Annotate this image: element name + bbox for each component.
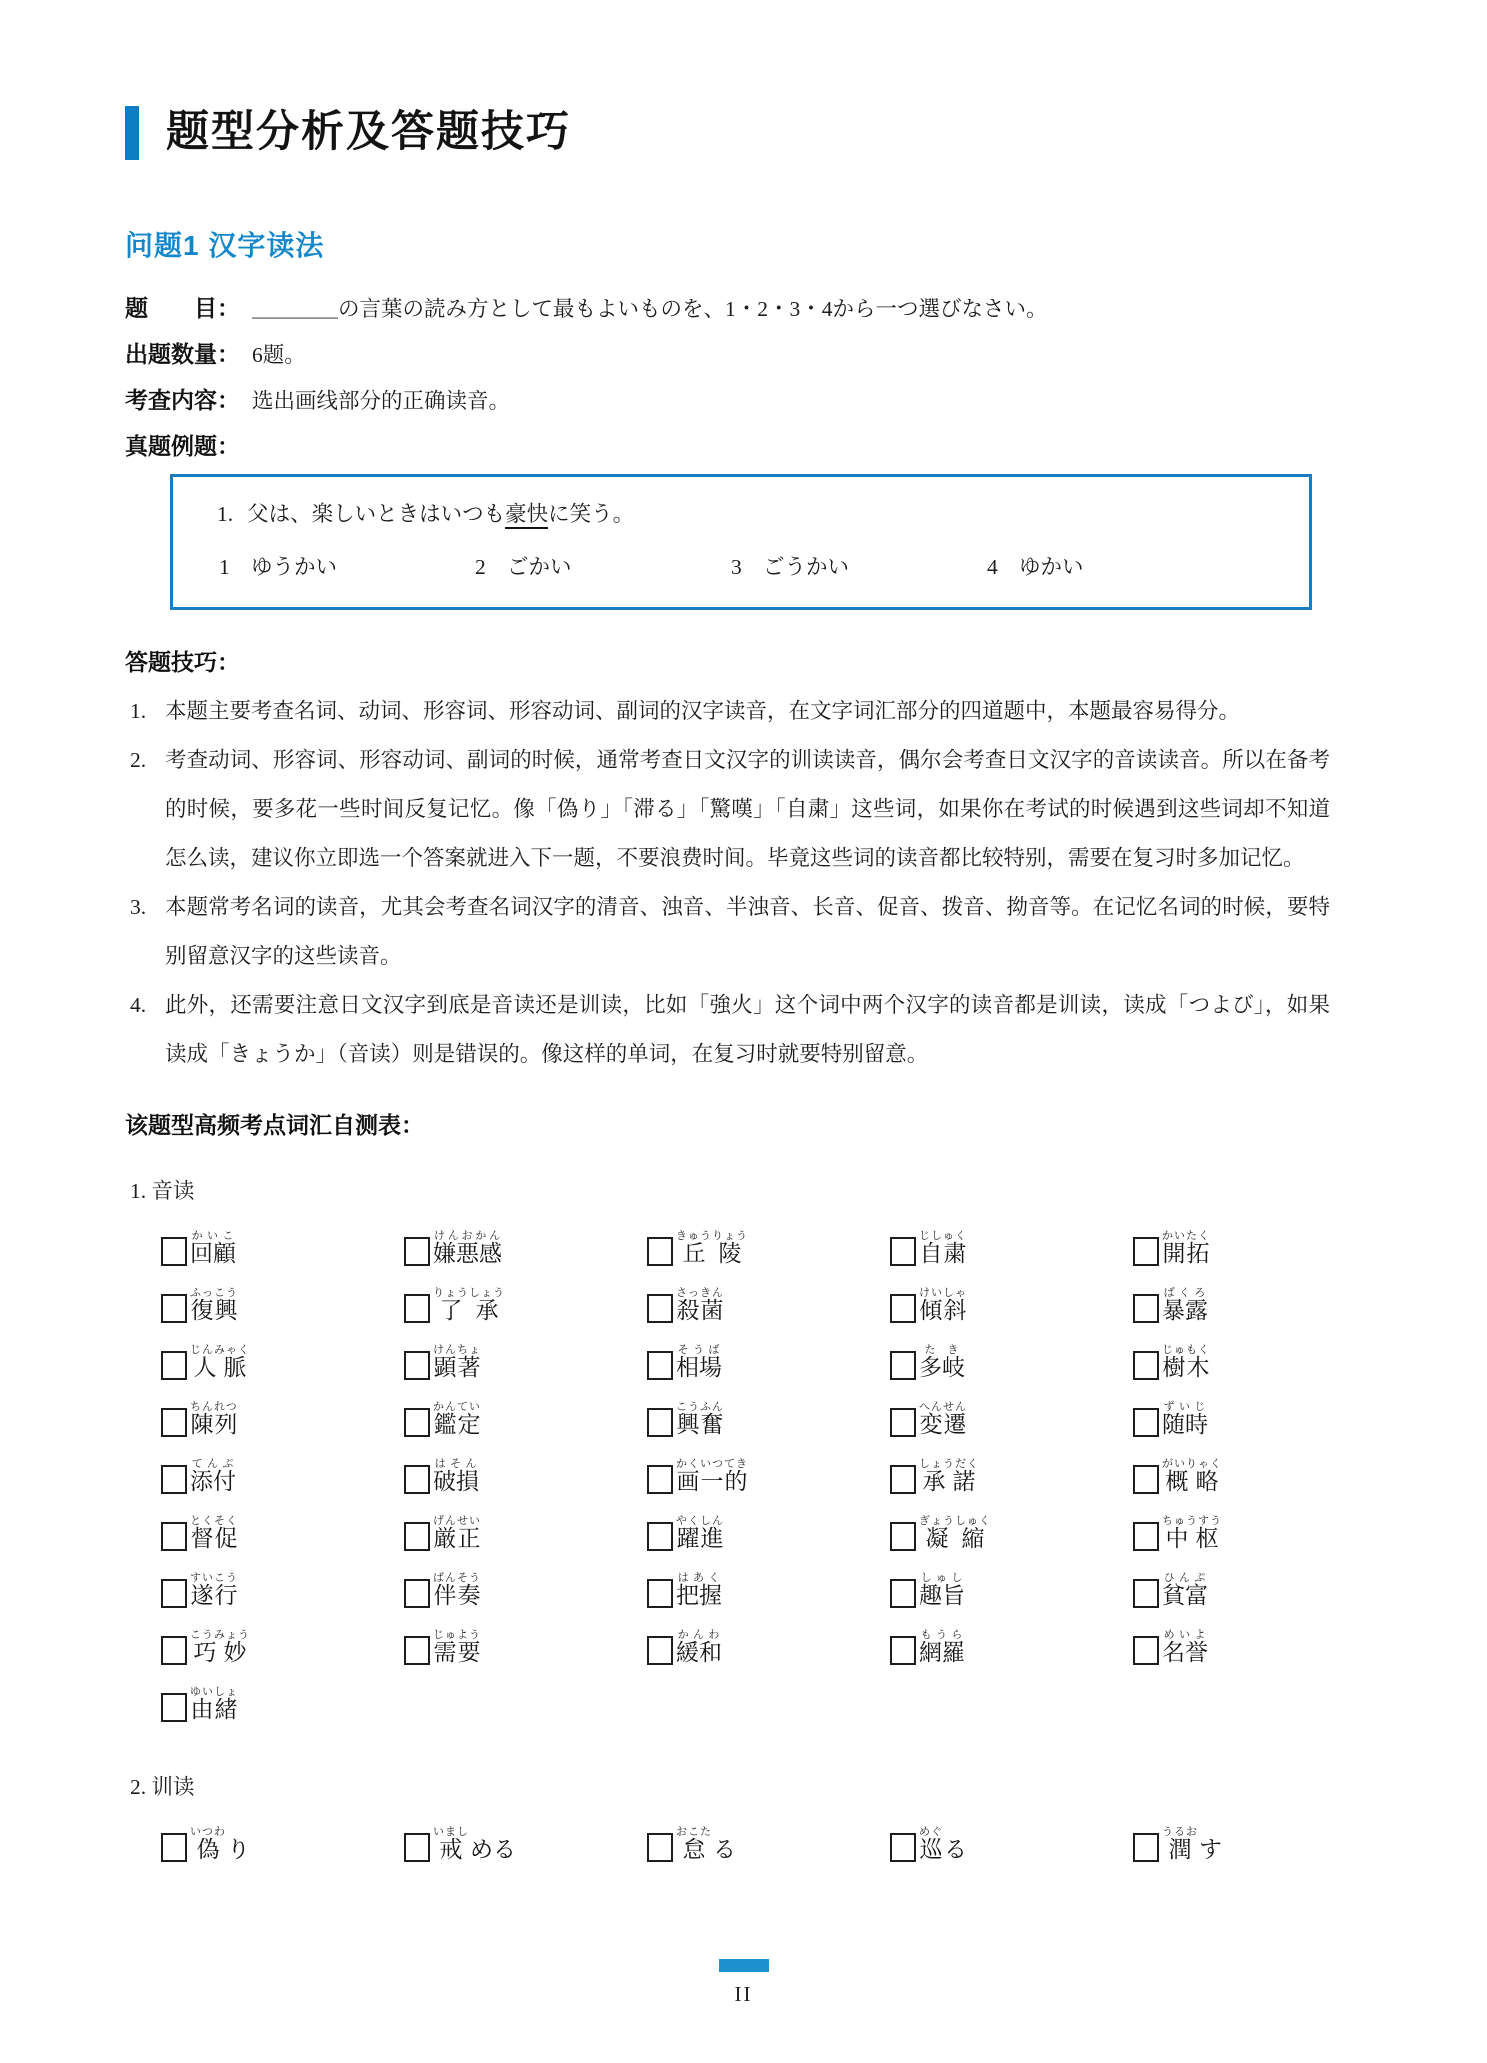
word-kanji: 中枢 — [1162, 1526, 1222, 1551]
word-ruby — [190, 1629, 250, 1667]
word-ruby — [190, 1458, 236, 1496]
word-furigana: はそん — [433, 1458, 479, 1470]
word-furigana: ばくろ — [1162, 1287, 1208, 1299]
vocab-word — [404, 1807, 647, 1864]
vocab-word — [161, 1439, 404, 1496]
example-text-post: に笑う。 — [548, 502, 635, 526]
word-furigana: こうふん — [676, 1401, 724, 1413]
page-footer — [0, 1959, 1487, 2007]
example-number: 1. — [217, 502, 234, 526]
checkbox — [647, 1636, 673, 1665]
word-furigana: やくしん — [676, 1515, 724, 1527]
word-ruby — [190, 1344, 250, 1382]
tip-item: 本题常考名词的读音，尤其会考查名词汉字的清音、浊音、半浊音、长音、促音、拨音、拗音等。在记忆名词的时候，要特别留意汉字的这些读音。 — [165, 895, 1330, 968]
meta-row — [125, 428, 1330, 461]
word-furigana: めぐ — [919, 1826, 943, 1838]
word-furigana: かんわ — [676, 1629, 722, 1641]
word-kanji: 怠 — [676, 1837, 712, 1862]
word-kanji: 概略 — [1162, 1469, 1222, 1494]
vocab-word — [161, 1667, 404, 1724]
word-furigana: きゅうりょう — [676, 1230, 748, 1242]
checkbox — [647, 1351, 673, 1380]
checkbox — [404, 1465, 430, 1494]
word-kanji: 殺菌 — [676, 1298, 724, 1323]
checkbox — [404, 1833, 430, 1862]
word-furigana: かいたく — [1162, 1230, 1210, 1242]
checkbox — [1133, 1351, 1159, 1380]
kunyomi-word-grid — [161, 1807, 1330, 1864]
word-kanji: 承諾 — [919, 1469, 979, 1494]
checkbox — [161, 1408, 187, 1437]
word-furigana: じゅよう — [433, 1629, 481, 1641]
word-kanji: 戒 — [433, 1837, 469, 1862]
word-ruby — [919, 1230, 967, 1268]
checkbox — [647, 1522, 673, 1551]
title-accent-bar — [125, 106, 139, 160]
checkbox — [161, 1693, 187, 1722]
checkbox — [890, 1294, 916, 1323]
word-furigana: じしゅく — [919, 1230, 967, 1242]
word-ruby — [919, 1515, 991, 1553]
meta-label: 题 目： — [125, 295, 240, 321]
word-ruby — [676, 1572, 722, 1610]
vocab-word — [890, 1382, 1133, 1439]
meta-row — [125, 290, 1330, 323]
word-okurigana: す — [1199, 1837, 1222, 1862]
vocab-word — [1133, 1268, 1376, 1325]
meta-value: 选出画线部分的正确读音。 — [252, 389, 511, 413]
word-kanji: 変遷 — [919, 1412, 967, 1437]
example-text-pre: 父は、楽しいときはいつも — [247, 502, 506, 526]
checkbox — [647, 1294, 673, 1323]
tip-item: 考查动词、形容词、形容动词、副词的时候，通常考查日文汉字的训读读音，偶尔会考查日文汉字的音读读音。所以在备考的时候，要多花一些时间反复记忆。像「偽り」「滞る」「驚嘆」「自粛」这些词，如果你在考试的时候遇到这些词却不知道怎么读，建议你立即选一个答案就进入下一题，不要浪费时间。毕竟这些词的读音都比较特别，需要在复习时多加记忆。 — [165, 748, 1330, 870]
word-okurigana: める — [470, 1837, 516, 1862]
option-number: 2 — [475, 555, 486, 579]
meta-list — [125, 290, 1330, 461]
word-kanji: 伴奏 — [433, 1583, 481, 1608]
word-kanji: 多岐 — [919, 1355, 965, 1380]
vocab-word — [404, 1382, 647, 1439]
meta-label: 考查内容： — [125, 387, 240, 413]
word-furigana: もうら — [919, 1629, 965, 1641]
vocab-word — [1133, 1553, 1376, 1610]
word-furigana: へんせん — [919, 1401, 967, 1413]
vocab-word — [404, 1439, 647, 1496]
checkbox — [404, 1579, 430, 1608]
vocab-word — [890, 1439, 1133, 1496]
word-ruby — [433, 1344, 481, 1382]
word-ruby — [190, 1826, 226, 1864]
checkbox — [161, 1579, 187, 1608]
word-ruby — [190, 1572, 238, 1610]
checkbox — [404, 1294, 430, 1323]
vocab-word — [647, 1553, 890, 1610]
word-kanji: 画一的 — [676, 1469, 748, 1494]
word-kanji: 丘陵 — [676, 1241, 748, 1266]
checkbox — [1133, 1579, 1159, 1608]
checkbox — [647, 1408, 673, 1437]
word-kanji: 凝縮 — [919, 1526, 991, 1551]
word-furigana: たき — [919, 1344, 965, 1356]
word-furigana: しゅし — [919, 1572, 965, 1584]
word-kanji: 添付 — [190, 1469, 236, 1494]
word-kanji: 趣旨 — [919, 1583, 965, 1608]
word-ruby — [919, 1287, 967, 1325]
checkbox — [1133, 1294, 1159, 1323]
word-furigana: ひんぷ — [1162, 1572, 1208, 1584]
word-furigana: しょうだく — [919, 1458, 979, 1470]
word-furigana: とくそく — [190, 1515, 238, 1527]
word-kanji: 由緒 — [190, 1697, 238, 1722]
word-kanji: 破損 — [433, 1469, 479, 1494]
word-furigana: いつわ — [190, 1826, 226, 1838]
word-kanji: 緩和 — [676, 1640, 722, 1665]
checkbox — [647, 1833, 673, 1862]
checkbox — [1133, 1522, 1159, 1551]
vocab-word — [404, 1268, 647, 1325]
checkbox — [1133, 1833, 1159, 1862]
vocab-word — [1133, 1496, 1376, 1553]
tips-heading: 答题技巧： — [125, 649, 240, 675]
meta-label: 真题例题： — [125, 433, 240, 459]
word-kanji: 把握 — [676, 1583, 722, 1608]
word-ruby — [433, 1572, 481, 1610]
vocab-word — [404, 1610, 647, 1667]
vocab-word — [647, 1439, 890, 1496]
checkbox — [161, 1237, 187, 1266]
word-ruby — [1162, 1344, 1210, 1382]
word-kanji: 陳列 — [190, 1412, 238, 1437]
word-kanji: 需要 — [433, 1640, 481, 1665]
vocab-word — [161, 1553, 404, 1610]
word-furigana: はあく — [676, 1572, 722, 1584]
vocab-word — [404, 1211, 647, 1268]
word-kanji: 人脈 — [190, 1355, 250, 1380]
vocab-word — [161, 1325, 404, 1382]
vocab-word — [404, 1325, 647, 1382]
vocab-word — [890, 1325, 1133, 1382]
vocab-word — [1133, 1807, 1376, 1864]
vocab-word — [647, 1211, 890, 1268]
meta-row — [125, 382, 1330, 415]
vocab-word — [1133, 1325, 1376, 1382]
word-furigana: かんてい — [433, 1401, 481, 1413]
example-option — [219, 550, 475, 581]
word-kanji: 樹木 — [1162, 1355, 1210, 1380]
example-option — [987, 550, 1243, 581]
word-okurigana: る — [944, 1837, 967, 1862]
checkbox — [1133, 1636, 1159, 1665]
checkbox — [890, 1579, 916, 1608]
word-kanji: 厳正 — [433, 1526, 481, 1551]
word-ruby — [1162, 1826, 1198, 1864]
word-ruby — [1162, 1629, 1208, 1667]
checkbox — [161, 1522, 187, 1551]
word-furigana: うるお — [1162, 1826, 1198, 1838]
word-furigana: かいこ — [190, 1230, 236, 1242]
vocab-word — [404, 1553, 647, 1610]
word-ruby — [433, 1515, 481, 1553]
checkbox — [647, 1579, 673, 1608]
word-ruby — [676, 1230, 748, 1268]
word-furigana: がいりゃく — [1162, 1458, 1222, 1470]
word-furigana: ずいじ — [1162, 1401, 1208, 1413]
word-kanji: 巡 — [919, 1837, 943, 1862]
vocab-word — [161, 1211, 404, 1268]
word-ruby — [1162, 1458, 1222, 1496]
word-kanji: 回顧 — [190, 1241, 236, 1266]
vocab-word — [404, 1496, 647, 1553]
option-number: 3 — [731, 555, 742, 579]
word-furigana: ゆいしょ — [190, 1686, 238, 1698]
word-kanji: 復興 — [190, 1298, 238, 1323]
checkbox — [161, 1636, 187, 1665]
vocab-word — [890, 1610, 1133, 1667]
vocab-word — [647, 1382, 890, 1439]
word-furigana: ちんれつ — [190, 1401, 238, 1413]
word-furigana: けんちょ — [433, 1344, 481, 1356]
word-furigana: ぎょうしゅく — [919, 1515, 991, 1527]
word-kanji: 興奮 — [676, 1412, 724, 1437]
tip-item: 本题主要考查名词、动词、形容词、形容动词、副词的汉字读音，在文字词汇部分的四道题中，本题最容易得分。 — [165, 699, 1241, 723]
word-kanji: 偽 — [190, 1837, 226, 1862]
word-furigana: おこた — [676, 1826, 712, 1838]
page-title: 题型分析及答题技巧 — [166, 108, 571, 157]
word-furigana: りょうしょう — [433, 1287, 505, 1299]
footer-accent-bar — [719, 1959, 769, 1972]
word-ruby — [676, 1458, 748, 1496]
checkbox — [647, 1465, 673, 1494]
checkbox — [404, 1237, 430, 1266]
word-ruby — [1162, 1572, 1208, 1610]
word-kanji: 嫌悪感 — [433, 1241, 502, 1266]
word-ruby — [676, 1401, 724, 1439]
tip-item: 此外，还需要注意日文汉字到底是音读还是训读，比如「強火」这个词中两个汉字的读音都是训读，读成「つよび」，如果读成「きょうか」（音读）则是错误的。像这样的单词，在复习时就要特别留意。 — [165, 993, 1330, 1066]
chapter-title-row — [125, 106, 1330, 160]
word-furigana: げんせい — [433, 1515, 481, 1527]
word-furigana: さっきん — [676, 1287, 724, 1299]
word-ruby — [190, 1686, 238, 1724]
checkbox — [161, 1833, 187, 1862]
vocab-word — [890, 1496, 1133, 1553]
word-furigana: じゅもく — [1162, 1344, 1210, 1356]
vocab-word — [161, 1496, 404, 1553]
meta-label: 出题数量： — [125, 341, 240, 367]
checkbox — [1133, 1465, 1159, 1494]
word-furigana: ちゅうすう — [1162, 1515, 1222, 1527]
vocab-word — [647, 1610, 890, 1667]
option-number: 1 — [219, 555, 230, 579]
word-kanji: 開拓 — [1162, 1241, 1210, 1266]
word-kanji: 躍進 — [676, 1526, 724, 1551]
vocab-word — [161, 1382, 404, 1439]
tips-list — [125, 687, 1330, 1079]
checkbox — [890, 1351, 916, 1380]
option-text: ゆうかい — [251, 555, 338, 579]
word-ruby — [919, 1572, 965, 1610]
kunyomi-group-label: 2. 训读 — [130, 1775, 195, 1799]
checkbox — [890, 1408, 916, 1437]
word-ruby — [433, 1629, 481, 1667]
checkbox — [404, 1522, 430, 1551]
vocab-word — [890, 1553, 1133, 1610]
word-kanji: 網羅 — [919, 1640, 965, 1665]
word-kanji: 貧富 — [1162, 1583, 1208, 1608]
option-number: 4 — [987, 555, 998, 579]
word-kanji: 鑑定 — [433, 1412, 481, 1437]
vocab-word — [1133, 1610, 1376, 1667]
word-furigana: そうば — [676, 1344, 722, 1356]
checkbox — [1133, 1237, 1159, 1266]
example-option — [731, 550, 987, 581]
word-ruby — [433, 1287, 505, 1325]
word-ruby — [1162, 1287, 1208, 1325]
checkbox — [890, 1636, 916, 1665]
vocab-word — [647, 1496, 890, 1553]
vocab-word — [1133, 1211, 1376, 1268]
word-furigana: ふっこう — [190, 1287, 238, 1299]
vocab-word — [890, 1211, 1133, 1268]
word-ruby — [919, 1401, 967, 1439]
vocab-word — [1133, 1382, 1376, 1439]
word-furigana: てんぷ — [190, 1458, 236, 1470]
onyomi-word-grid — [161, 1211, 1330, 1724]
example-options — [217, 550, 1289, 581]
word-furigana: じんみゃく — [190, 1344, 250, 1356]
checkbox — [161, 1465, 187, 1494]
checkbox — [404, 1351, 430, 1380]
word-kanji: 督促 — [190, 1526, 238, 1551]
word-ruby — [1162, 1230, 1210, 1268]
vocab-word — [890, 1807, 1133, 1864]
word-ruby — [919, 1629, 965, 1667]
checkbox — [890, 1237, 916, 1266]
meta-value: 6题。 — [252, 343, 306, 367]
vocab-word — [647, 1325, 890, 1382]
word-ruby — [433, 1826, 469, 1864]
example-box — [170, 474, 1312, 610]
word-kanji: 遂行 — [190, 1583, 238, 1608]
word-ruby — [919, 1344, 965, 1382]
vocab-word — [1133, 1439, 1376, 1496]
word-furigana: いまし — [433, 1826, 469, 1838]
word-ruby — [190, 1230, 236, 1268]
word-kanji: 潤 — [1162, 1837, 1198, 1862]
word-ruby — [190, 1287, 238, 1325]
checkbox — [890, 1465, 916, 1494]
word-ruby — [676, 1287, 724, 1325]
checkbox — [647, 1237, 673, 1266]
word-kanji: 巧妙 — [190, 1640, 250, 1665]
word-ruby — [676, 1515, 724, 1553]
word-ruby — [676, 1344, 722, 1382]
word-furigana: ばんそう — [433, 1572, 481, 1584]
word-furigana: けんおかん — [433, 1230, 502, 1242]
vocab-word — [890, 1268, 1133, 1325]
word-furigana: かくいつてき — [676, 1458, 748, 1470]
word-kanji: 相場 — [676, 1355, 722, 1380]
checkbox — [890, 1522, 916, 1551]
checkbox — [161, 1294, 187, 1323]
vocab-word — [647, 1807, 890, 1864]
checkbox — [404, 1408, 430, 1437]
word-ruby — [1162, 1515, 1222, 1553]
example-sentence — [217, 497, 1289, 528]
vocab-heading: 该题型高频考点词汇自测表： — [125, 1112, 424, 1138]
checkbox — [161, 1351, 187, 1380]
word-kanji: 暴露 — [1162, 1298, 1208, 1323]
word-kanji: 自粛 — [919, 1241, 967, 1266]
vocab-word — [647, 1268, 890, 1325]
word-okurigana: り — [227, 1837, 250, 1862]
word-kanji: 了承 — [433, 1298, 505, 1323]
option-text: ごうかい — [763, 555, 850, 579]
word-ruby — [676, 1629, 722, 1667]
word-furigana: こうみょう — [190, 1629, 250, 1641]
word-kanji: 傾斜 — [919, 1298, 967, 1323]
word-furigana: すいこう — [190, 1572, 238, 1584]
word-okurigana: る — [713, 1837, 736, 1862]
word-kanji: 随時 — [1162, 1412, 1208, 1437]
page-number: II — [734, 1982, 753, 2006]
vocab-word — [161, 1807, 404, 1864]
onyomi-group-label: 1. 音读 — [130, 1179, 195, 1203]
underlined-word: 豪快 — [505, 502, 548, 529]
checkbox — [1133, 1408, 1159, 1437]
word-ruby — [919, 1826, 943, 1864]
word-kanji: 名誉 — [1162, 1640, 1208, 1665]
word-ruby — [433, 1401, 481, 1439]
word-ruby — [676, 1826, 712, 1864]
vocab-word — [161, 1268, 404, 1325]
vocab-word — [161, 1610, 404, 1667]
word-ruby — [919, 1458, 979, 1496]
meta-row — [125, 336, 1330, 369]
section-heading: 问题1 汉字读法 — [125, 230, 325, 261]
checkbox — [890, 1833, 916, 1862]
word-ruby — [190, 1401, 238, 1439]
example-option — [475, 550, 731, 581]
word-ruby — [1162, 1401, 1208, 1439]
word-ruby — [433, 1458, 479, 1496]
word-furigana: めいよ — [1162, 1629, 1208, 1641]
word-ruby — [433, 1230, 502, 1268]
meta-value: ＿＿＿＿の言葉の読み方として最もよいものを、1・2・3・4から一つ選びなさい。 — [252, 297, 1048, 321]
word-ruby — [190, 1515, 238, 1553]
option-text: ゆかい — [1019, 555, 1084, 579]
option-text: ごかい — [507, 555, 572, 579]
word-furigana: けいしゃ — [919, 1287, 967, 1299]
word-kanji: 顕著 — [433, 1355, 481, 1380]
checkbox — [404, 1636, 430, 1665]
